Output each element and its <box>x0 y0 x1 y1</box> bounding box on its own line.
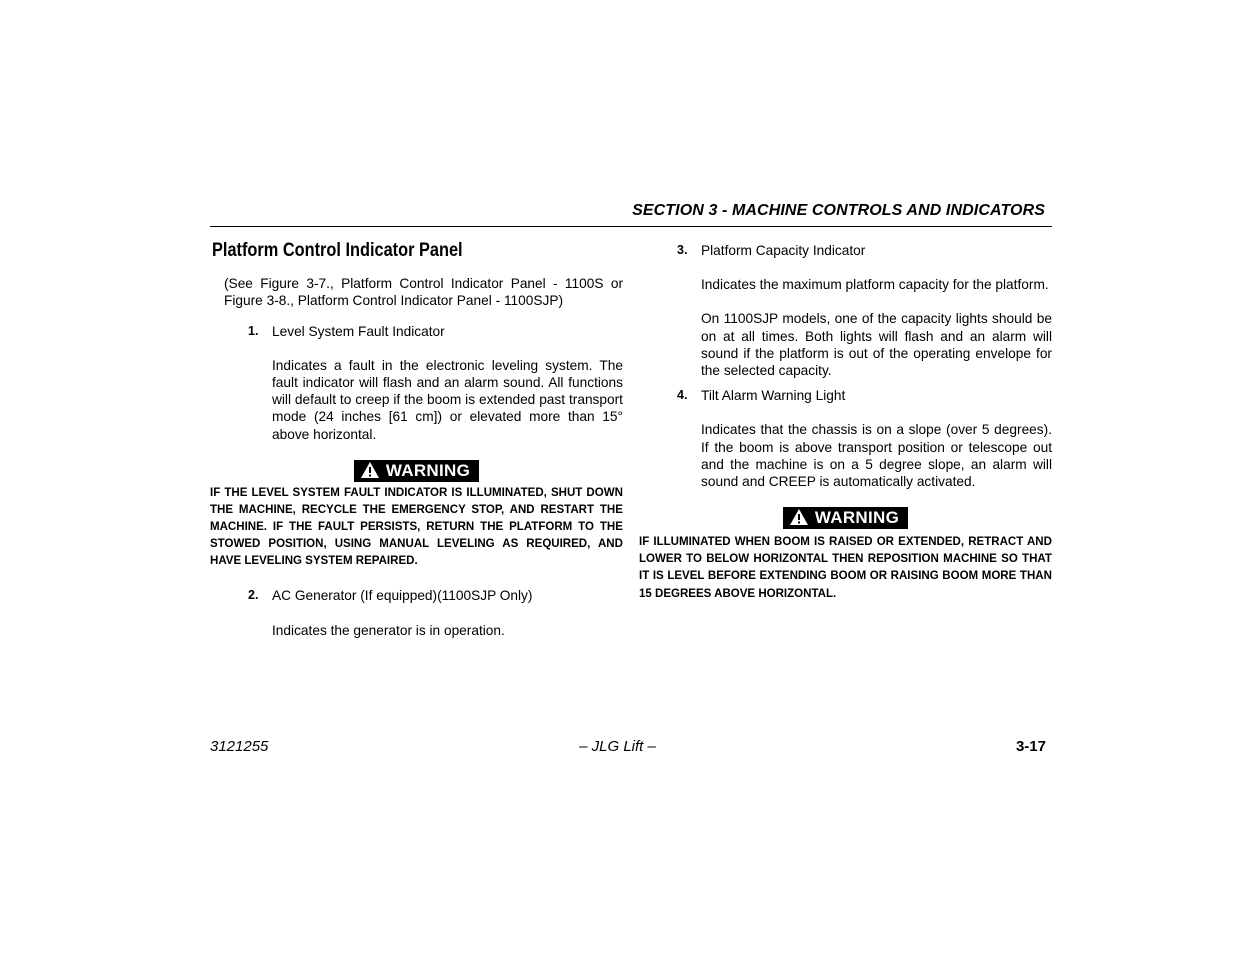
warning-triangle-icon <box>360 461 380 479</box>
item-body: Indicates that the chassis is on a slope (over 5 degrees). If the boom is above transport position or telescope out and the machine is on a 5 degree slope, an alarm will sound and CREEP is automatically activated. <box>701 422 1052 490</box>
item-body: On 1100SJP models, one of the capacity lights should be on at all times. Both lights will flash and an alarm will sound if the platform is out of the operating envelope for the selected capacity. <box>701 311 1052 379</box>
intro-paragraph: (See Figure 3-7., Platform Control Indicator Panel - 1100S or Figure 3-8., Platform Control Indicator Panel - 1100SJP) <box>224 276 623 309</box>
page-title: Platform Control Indicator Panel <box>212 240 463 261</box>
footer-center-text: – JLG Lift – <box>579 738 656 755</box>
list-item-4 <box>677 387 1052 490</box>
list-item-1 <box>248 323 623 443</box>
item-number: 1. <box>248 323 259 338</box>
warning-text-2: IF ILLUMINATED WHEN BOOM IS RAISED OR EXTENDED, RETRACT AND LOWER TO BELOW HORIZONTAL THEN REPOSITION MACHINE SO THAT IT IS LEVEL BEFORE EXTENDING BOOM OR RAISING BOOM MORE THAN 15 DEGREES ABOVE HORIZONTAL. <box>639 534 1052 600</box>
warning-triangle-icon <box>789 508 809 526</box>
section-header: SECTION 3 - MACHINE CONTROLS AND INDICATORS <box>632 202 1045 219</box>
item-number: 3. <box>677 243 688 257</box>
item-body: Indicates a fault in the electronic leveling system. The fault indicator will flash and an alarm sound. All functions will default to creep if the boom is extended past transport mode (24 inches [61 cm]) or elevated more than 15° above horizontal. <box>272 357 623 442</box>
warning-text-1: IF THE LEVEL SYSTEM FAULT INDICATOR IS ILLUMINATED, SHUT DOWN THE MACHINE, RECYCLE THE EMERGENCY STOP, AND RESTART THE MACHINE. IF THE FAULT PERSISTS, RETURN THE PLATFORM TO THE STOWED POSITION, USING MANUAL LEVELING AS REQUIRED, AND HAVE LEVELING SYSTEM REPAIRED. <box>210 484 623 568</box>
right-column <box>639 240 1052 602</box>
item-title: Tilt Alarm Warning Light <box>701 388 846 404</box>
item-body: Indicates the maximum platform capacity for the platform. <box>701 277 1049 293</box>
item-title: Platform Capacity Indicator <box>701 243 866 258</box>
footer-doc-number: 3121255 <box>210 738 269 755</box>
warning-badge <box>783 507 908 529</box>
header-rule <box>210 226 1052 227</box>
item-title: Level System Fault Indicator <box>272 323 445 339</box>
item-number: 4. <box>677 388 688 403</box>
warning-block-1 <box>210 460 623 482</box>
warning-badge <box>354 460 479 482</box>
list-item-2 <box>248 587 623 638</box>
list-item-3 <box>677 242 1052 379</box>
footer-page-number: 3-17 <box>1015 738 1046 755</box>
warning-label: WARNING <box>385 460 471 480</box>
warning-block-2 <box>639 507 1052 529</box>
warning-label: WARNING <box>814 508 900 528</box>
item-body: Indicates the generator is in operation. <box>272 622 505 638</box>
left-column <box>210 240 623 639</box>
item-number: 2. <box>248 588 259 603</box>
item-title: AC Generator (If equipped)(1100SJP Only) <box>272 588 533 604</box>
